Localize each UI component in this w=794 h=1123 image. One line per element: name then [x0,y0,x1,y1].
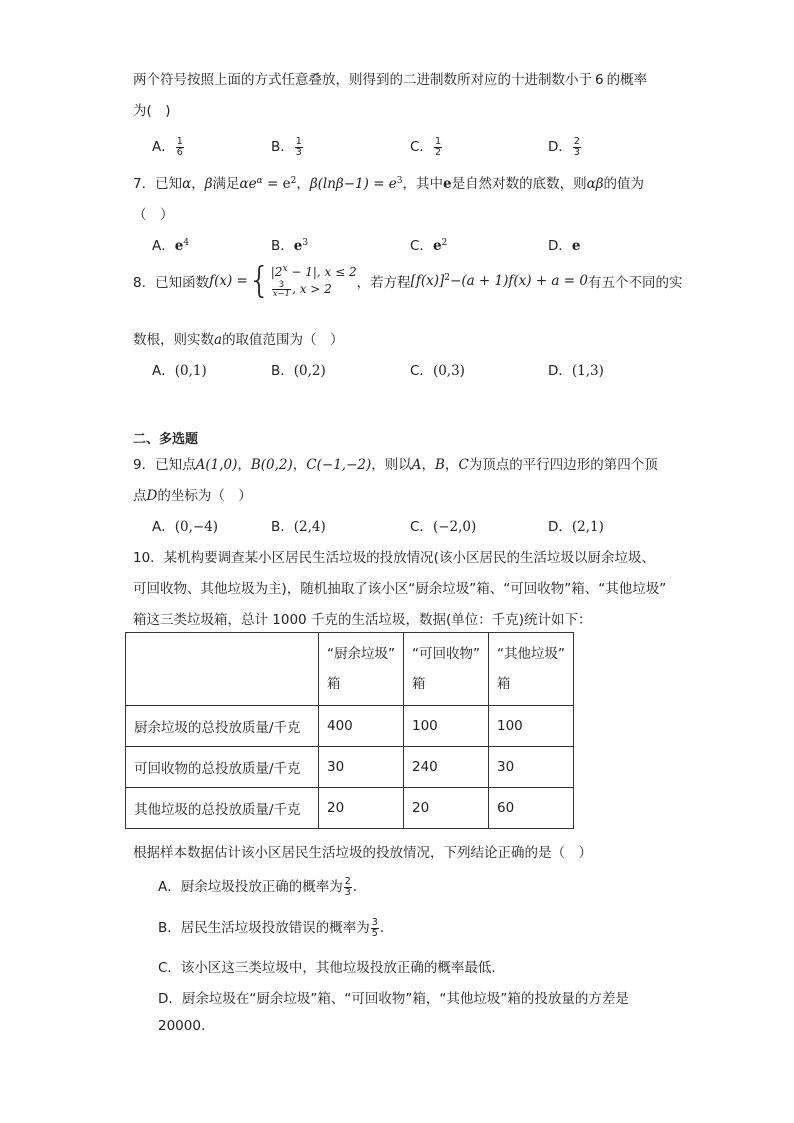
q7-option-b-exp: 3 [302,238,309,248]
q8-option-a-value: (0,1) [174,363,207,379]
section-title-multi-choice: 二、多选题 [133,432,199,447]
q8-prefix: 8．已知函数 [133,275,210,291]
q8-option-b-label: B． [271,363,294,379]
q8-brace: { [247,260,271,301]
q6-stem-line2: 为( ) [133,103,171,119]
q6-stem-text-b: 的概率 [606,72,648,88]
q10-option-c[interactable]: C．该小区这三类垃圾中，其他垃圾投放正确的概率最低. [158,960,496,976]
header-recyclable-line1: “可回收物” [412,646,480,662]
q6-option-a-denominator: 6 [176,146,183,158]
q7-option-c[interactable] [410,234,447,254]
q7-rest2: 是自然对数的底数，则 [451,176,587,192]
q9-line2-b: 的坐标为（ ） [157,488,252,504]
table-corner-cell [126,633,319,706]
table-header-cell [489,633,574,706]
q6-stem-line1 [133,68,647,88]
q7-eq2-exp: 3 [396,176,403,186]
q9-option-d-value: (2,1) [571,519,604,535]
q7-comma-2: ， [296,176,310,192]
q10-option-a-numerator: 2 [344,875,351,887]
table-header-cell [319,633,404,706]
table-header-cell [404,633,489,706]
q8-fx: f(x) = [209,273,248,289]
q6-stem-text-a: 两个符号按照上面的方式任意叠放，则得到的二进制数所对应的十进制数小于 [133,72,592,88]
q8-option-a[interactable] [152,359,207,379]
q8-piece2-rest: , x > 2 [292,282,332,296]
q8-line2-a: 数根，则实数 [133,332,214,348]
q7-option-a-exp: 4 [183,238,190,248]
q6-number-6: 6 [595,72,604,88]
q6-option-b[interactable] [271,135,304,158]
q9-line2-a: 点 [133,488,147,504]
q7-eq1-lhs: αe [239,176,257,192]
q7-eq1-mid: = e [262,176,291,192]
table-header-row [126,633,574,706]
q7-option-a-base: e [174,238,184,254]
q9-option-d[interactable] [548,515,604,535]
q10-option-d[interactable]: D．厨余垃圾在“厨余垃圾”箱、“可回收物”箱，“其他垃圾”箱的投放量的方差是 [158,991,629,1007]
row-label-other: 其他垃圾的总投放质量/千克 [126,788,319,829]
table-cell: 20 [404,788,489,829]
q10-stem-line2: 可回收物、其他垃圾为主)，随机抽取了该小区“厨余垃圾”箱、“可回收物”箱、“其他垃圾” [133,581,667,597]
q9-option-c[interactable] [410,515,476,535]
q9-mid: ，则以 [371,457,412,473]
q8-piece1 [271,264,357,281]
q7-option-c-label: C． [410,238,433,254]
q9-prefix: 9．已知点 [133,457,196,473]
q9-point-d: D [146,488,158,504]
q7-prefix: 7．已知 [133,176,183,192]
q7-beta: β [204,176,213,192]
q9-vertex-a: A [411,457,422,473]
table-cell: 100 [489,706,574,747]
q7-option-a-label: A． [152,238,175,254]
q6-option-d[interactable] [548,135,582,158]
q8-tail: 有五个不同的实 [587,275,683,291]
q8-option-b[interactable] [271,359,326,379]
q10-option-d-continued: 20000. [158,1018,206,1034]
q7-option-a[interactable] [152,234,189,254]
q9-point-a: A(1,0) [195,457,238,473]
q9-option-b-value: (2,4) [293,519,326,535]
q8-var-a: a [214,332,223,348]
q7-option-b-label: B． [271,238,294,254]
q9-option-c-label: C． [410,519,433,535]
q9-point-b: B(0,2) [250,457,293,473]
q10-option-a[interactable] [158,875,357,898]
q8-option-c-value: (0,3) [432,363,465,379]
q6-option-c[interactable] [410,135,443,158]
q8-option-d-value: (1,3) [571,363,604,379]
q6-option-c-numerator: 1 [434,135,441,147]
q8-piece1-exp: x [282,264,288,274]
q9-option-b[interactable] [271,515,326,535]
q7-eq1-rexp: 2 [290,176,297,186]
table-cell: 60 [489,788,574,829]
q6-option-c-denominator: 2 [434,146,441,158]
q10-option-b-text: B．居民生活垃圾投放错误的概率为 [158,920,370,936]
table-cell: 30 [489,747,574,788]
q9-stem-line2 [133,484,252,504]
q6-option-d-denominator: 3 [573,146,580,158]
q8-piecewise [271,264,357,298]
header-kitchen-line1: “厨余垃圾” [327,646,395,662]
q7-answer-paren: （ ） [133,207,174,223]
q10-option-a-denominator: 3 [344,886,351,898]
q7-eq1-exp: α [256,176,263,186]
q10-stem-line1: 10．某机构要调查某小区居民生活垃圾的投放情况(该小区居民的生活垃圾以厨余垃圾、 [133,550,655,566]
q6-option-d-numerator: 2 [573,135,580,147]
table-cell: 20 [319,788,404,829]
q8-option-d-label: D． [548,363,572,379]
q9-point-c: C(−1,−2) [306,457,372,473]
q9-option-d-label: D． [548,519,572,535]
q8-piece2-num: 3 [272,281,291,290]
q8-option-c[interactable] [410,359,465,379]
q9-tail: 为顶点的平行四边形的第四个顶 [468,457,658,473]
table-row [126,706,574,747]
q10-question: 根据样本数据估计该小区居民生活垃圾的投放情况，下列结论正确的是（ ） [133,845,592,861]
q8-piece1-a: |2 [270,265,283,279]
q7-satisfy: 满足 [212,176,240,192]
q9-option-a-label: A． [152,519,175,535]
table-cell: 400 [319,706,404,747]
q9-option-b-label: B． [271,519,294,535]
q10-data-table [125,632,574,829]
q7-alpha-beta: αβ [586,176,604,192]
q6-option-a[interactable] [152,135,185,158]
q7-stem-line1 [133,172,644,192]
q7-e-bold: e [443,176,452,192]
q8-piece2 [271,281,357,298]
q10-option-b-denominator: 5 [371,927,378,939]
header-kitchen-line2: 箱 [327,676,341,692]
table-row [126,788,574,829]
q6-option-c-label: C． [410,139,433,155]
q8-mid: ，若方程 [356,275,411,291]
q9-sep-2: ， [292,457,307,473]
q7-option-d-label: D． [548,238,572,254]
q9-option-a[interactable] [152,515,218,535]
q8-stem-line1 [133,260,683,301]
q7-option-b-base: e [293,238,303,254]
q8-eq-exp: 2 [444,273,451,283]
q6-option-a-label: A． [152,139,175,155]
q7-option-d[interactable] [548,234,581,254]
q8-eq-rest: −(a + 1)f(x) + a = 0 [450,273,588,289]
q8-option-a-label: A． [152,363,175,379]
q7-option-b[interactable] [271,234,308,254]
q6-option-b-label: B． [271,139,294,155]
q6-option-a-numerator: 1 [176,135,183,147]
q9-stem-line1 [133,453,658,473]
q9-sep-4: ， [444,457,459,473]
q10-option-b-end: . [379,920,385,936]
q8-piece1-rest: − 1|, x ≤ 2 [287,265,357,279]
q7-rest3: 的值为 [603,176,645,192]
q8-stem-line2 [133,328,344,348]
q7-option-d-base: e [571,238,581,254]
table-cell: 30 [319,747,404,788]
q9-vertex-b: B [435,457,445,473]
table-cell: 100 [404,706,489,747]
q10-option-b-numerator: 3 [371,916,378,928]
q9-option-c-value: (−2,0) [432,519,477,535]
q7-eq2: β(lnβ−1) = e [309,176,397,192]
q6-option-d-label: D． [548,139,572,155]
q8-option-d[interactable] [548,359,604,379]
q7-alpha: α [182,176,192,192]
q6-option-b-denominator: 3 [295,146,302,158]
q9-option-a-value: (0,−4) [174,519,219,535]
q8-option-c-label: C． [410,363,433,379]
header-other-line1: “其他垃圾” [497,646,565,662]
q10-option-a-text: A．厨余垃圾投放正确的概率为 [158,879,343,895]
q8-eq: [f(x)] [410,273,445,289]
header-other-line2: 箱 [497,676,511,692]
q8-piece2-den: x−1 [272,289,291,299]
q9-sep-1: ， [237,457,251,473]
q9-sep-3: ， [421,457,436,473]
row-label-recyclable: 可回收物的总投放质量/千克 [126,747,319,788]
q7-rest: ，其中 [402,176,444,192]
row-label-kitchen: 厨余垃圾的总投放质量/千克 [126,706,319,747]
q10-option-b[interactable] [158,916,384,939]
q6-option-b-numerator: 1 [295,135,302,147]
q7-option-c-base: e [432,238,442,254]
q10-option-a-end: . [352,879,358,895]
q10-stem-line3: 箱这三类垃圾箱，总计 1000 千克的生活垃圾，数据(单位：千克)统计如下： [133,612,592,628]
header-recyclable-line2: 箱 [412,676,426,692]
q9-vertex-c: C [458,457,469,473]
q7-comma: ， [191,176,205,192]
table-cell: 240 [404,747,489,788]
q7-option-c-exp: 2 [441,238,448,248]
q8-option-b-value: (0,2) [293,363,326,379]
table-row [126,747,574,788]
q8-line2-b: 的取值范围为（ ） [222,332,344,348]
